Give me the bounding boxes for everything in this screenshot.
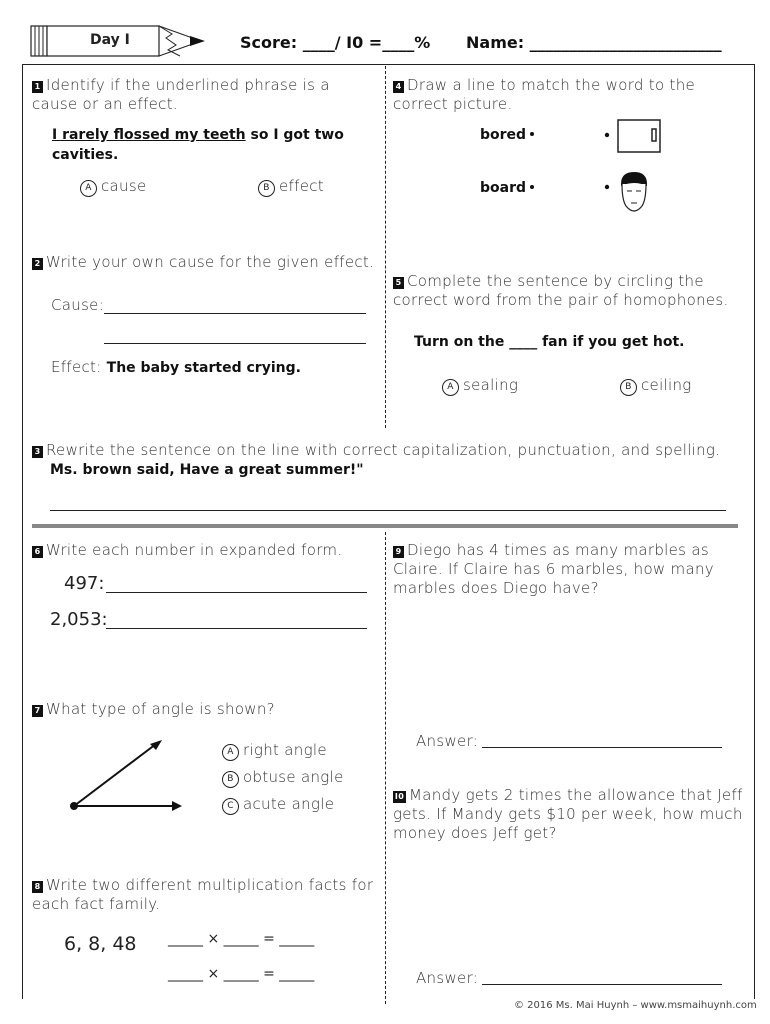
q8-fact-family: 6, 8, 48 [64, 933, 137, 955]
q1-number: 1 [32, 81, 43, 93]
divider-bottom [385, 532, 386, 1004]
q3-prompt: 3 Rewrite the sentence on the line with correct capitalization, punctuation, and spelling. [32, 441, 747, 459]
q8-row-1[interactable]: _____ × _____ = _____ [168, 931, 315, 947]
q2-number: 2 [32, 258, 43, 270]
q7-number: 7 [32, 705, 43, 717]
q2-prompt: 2 Write your own cause for the given effect. [32, 253, 377, 271]
q6-prompt: 6 Write each number in expanded form. [32, 541, 377, 559]
day-pencil [30, 24, 220, 60]
q6-number: 6 [32, 546, 43, 558]
q9-answer-line[interactable] [482, 747, 722, 748]
q5-prompt: 5 Complete the sentence by circling the correct word from the pair of homophones. [393, 272, 729, 309]
q2-cause-label: Cause: [51, 296, 105, 314]
q8-row-2[interactable]: _____ × _____ = _____ [168, 966, 315, 982]
q10-answer-label: Answer: [416, 969, 479, 987]
q5-choice-b[interactable]: B ceiling [620, 376, 692, 396]
q10-number: I0 [394, 792, 405, 801]
q4-dot [530, 185, 534, 189]
q4-dot [530, 132, 534, 136]
q5-sentence: Turn on the ____ fan if you get hot. [414, 334, 685, 350]
q1-prompt: 1 Identify if the underlined phrase is a cause or an effect. [32, 76, 330, 113]
q7-choice-b[interactable]: B obtuse angle [222, 768, 344, 788]
q7-choice-c[interactable]: C acute angle [222, 795, 334, 815]
q2-effect: Effect: The baby started crying. [51, 358, 301, 376]
q6-number-1: 497: [64, 573, 105, 594]
q10-answer-line[interactable] [482, 984, 722, 985]
name-field[interactable]: Name: ________________________ [466, 33, 722, 52]
q2-cause-line-2[interactable] [104, 343, 366, 344]
q2-cause-line-1[interactable] [104, 313, 366, 314]
q7-choice-a[interactable]: A right angle [222, 741, 327, 761]
q3-answer-line[interactable] [50, 510, 726, 511]
section-divider [32, 524, 738, 528]
copyright: © 2016 Ms. Mai Huynh – www.msmaihuynh.com [514, 1000, 757, 1011]
day-label: Day I [90, 32, 130, 48]
q4-word-bored[interactable]: bored [480, 127, 534, 143]
q5-number: 5 [393, 277, 404, 289]
score-field[interactable]: Score: ____/ I0 =____% [240, 33, 431, 52]
q1-choice-a[interactable]: A cause [80, 177, 147, 197]
board-icon [604, 118, 664, 158]
q9-answer-label: Answer: [416, 732, 479, 750]
q6-line-1[interactable] [106, 592, 367, 593]
bored-face-icon [604, 170, 664, 218]
q4-prompt: 4 Draw a line to match the word to the correct picture. [393, 76, 696, 113]
q1-underlined: I rarely flossed my teeth [52, 127, 246, 143]
divider-top [385, 66, 386, 428]
q4-picture-bored[interactable] [604, 170, 664, 222]
q9-prompt: 9 Diego has 4 times as many marbles as Claire. If Claire has 6 marbles, how many marbles does Diego have? [393, 541, 714, 597]
q4-number: 4 [393, 81, 404, 93]
q6-line-2[interactable] [106, 628, 367, 629]
q7-angle-figure [64, 736, 189, 822]
q10-prompt: I0 Mandy gets 2 times the allowance that Jeff gets. If Mandy gets $10 per week, how much money does Jeff get? [393, 786, 743, 842]
q6-number-2: 2,053: [50, 609, 108, 630]
q8-prompt: 8 Write two different multiplication facts for each fact family. [32, 876, 374, 913]
q5-choice-a[interactable]: A sealing [442, 376, 518, 396]
q1-sentence: I rarely flossed my teeth so I got two cavities. [52, 127, 344, 163]
q8-number: 8 [32, 881, 43, 893]
q1-choice-b[interactable]: B effect [258, 177, 324, 197]
q3-sentence: Ms. brown said, Have a great summer!" [50, 462, 364, 478]
q9-number: 9 [393, 546, 404, 558]
q4-picture-board[interactable] [604, 118, 664, 162]
q7-prompt: 7 What type of angle is shown? [32, 700, 377, 718]
q3-number: 3 [32, 446, 43, 458]
acute-angle-icon [64, 736, 189, 818]
q4-word-board[interactable]: board [480, 180, 534, 196]
